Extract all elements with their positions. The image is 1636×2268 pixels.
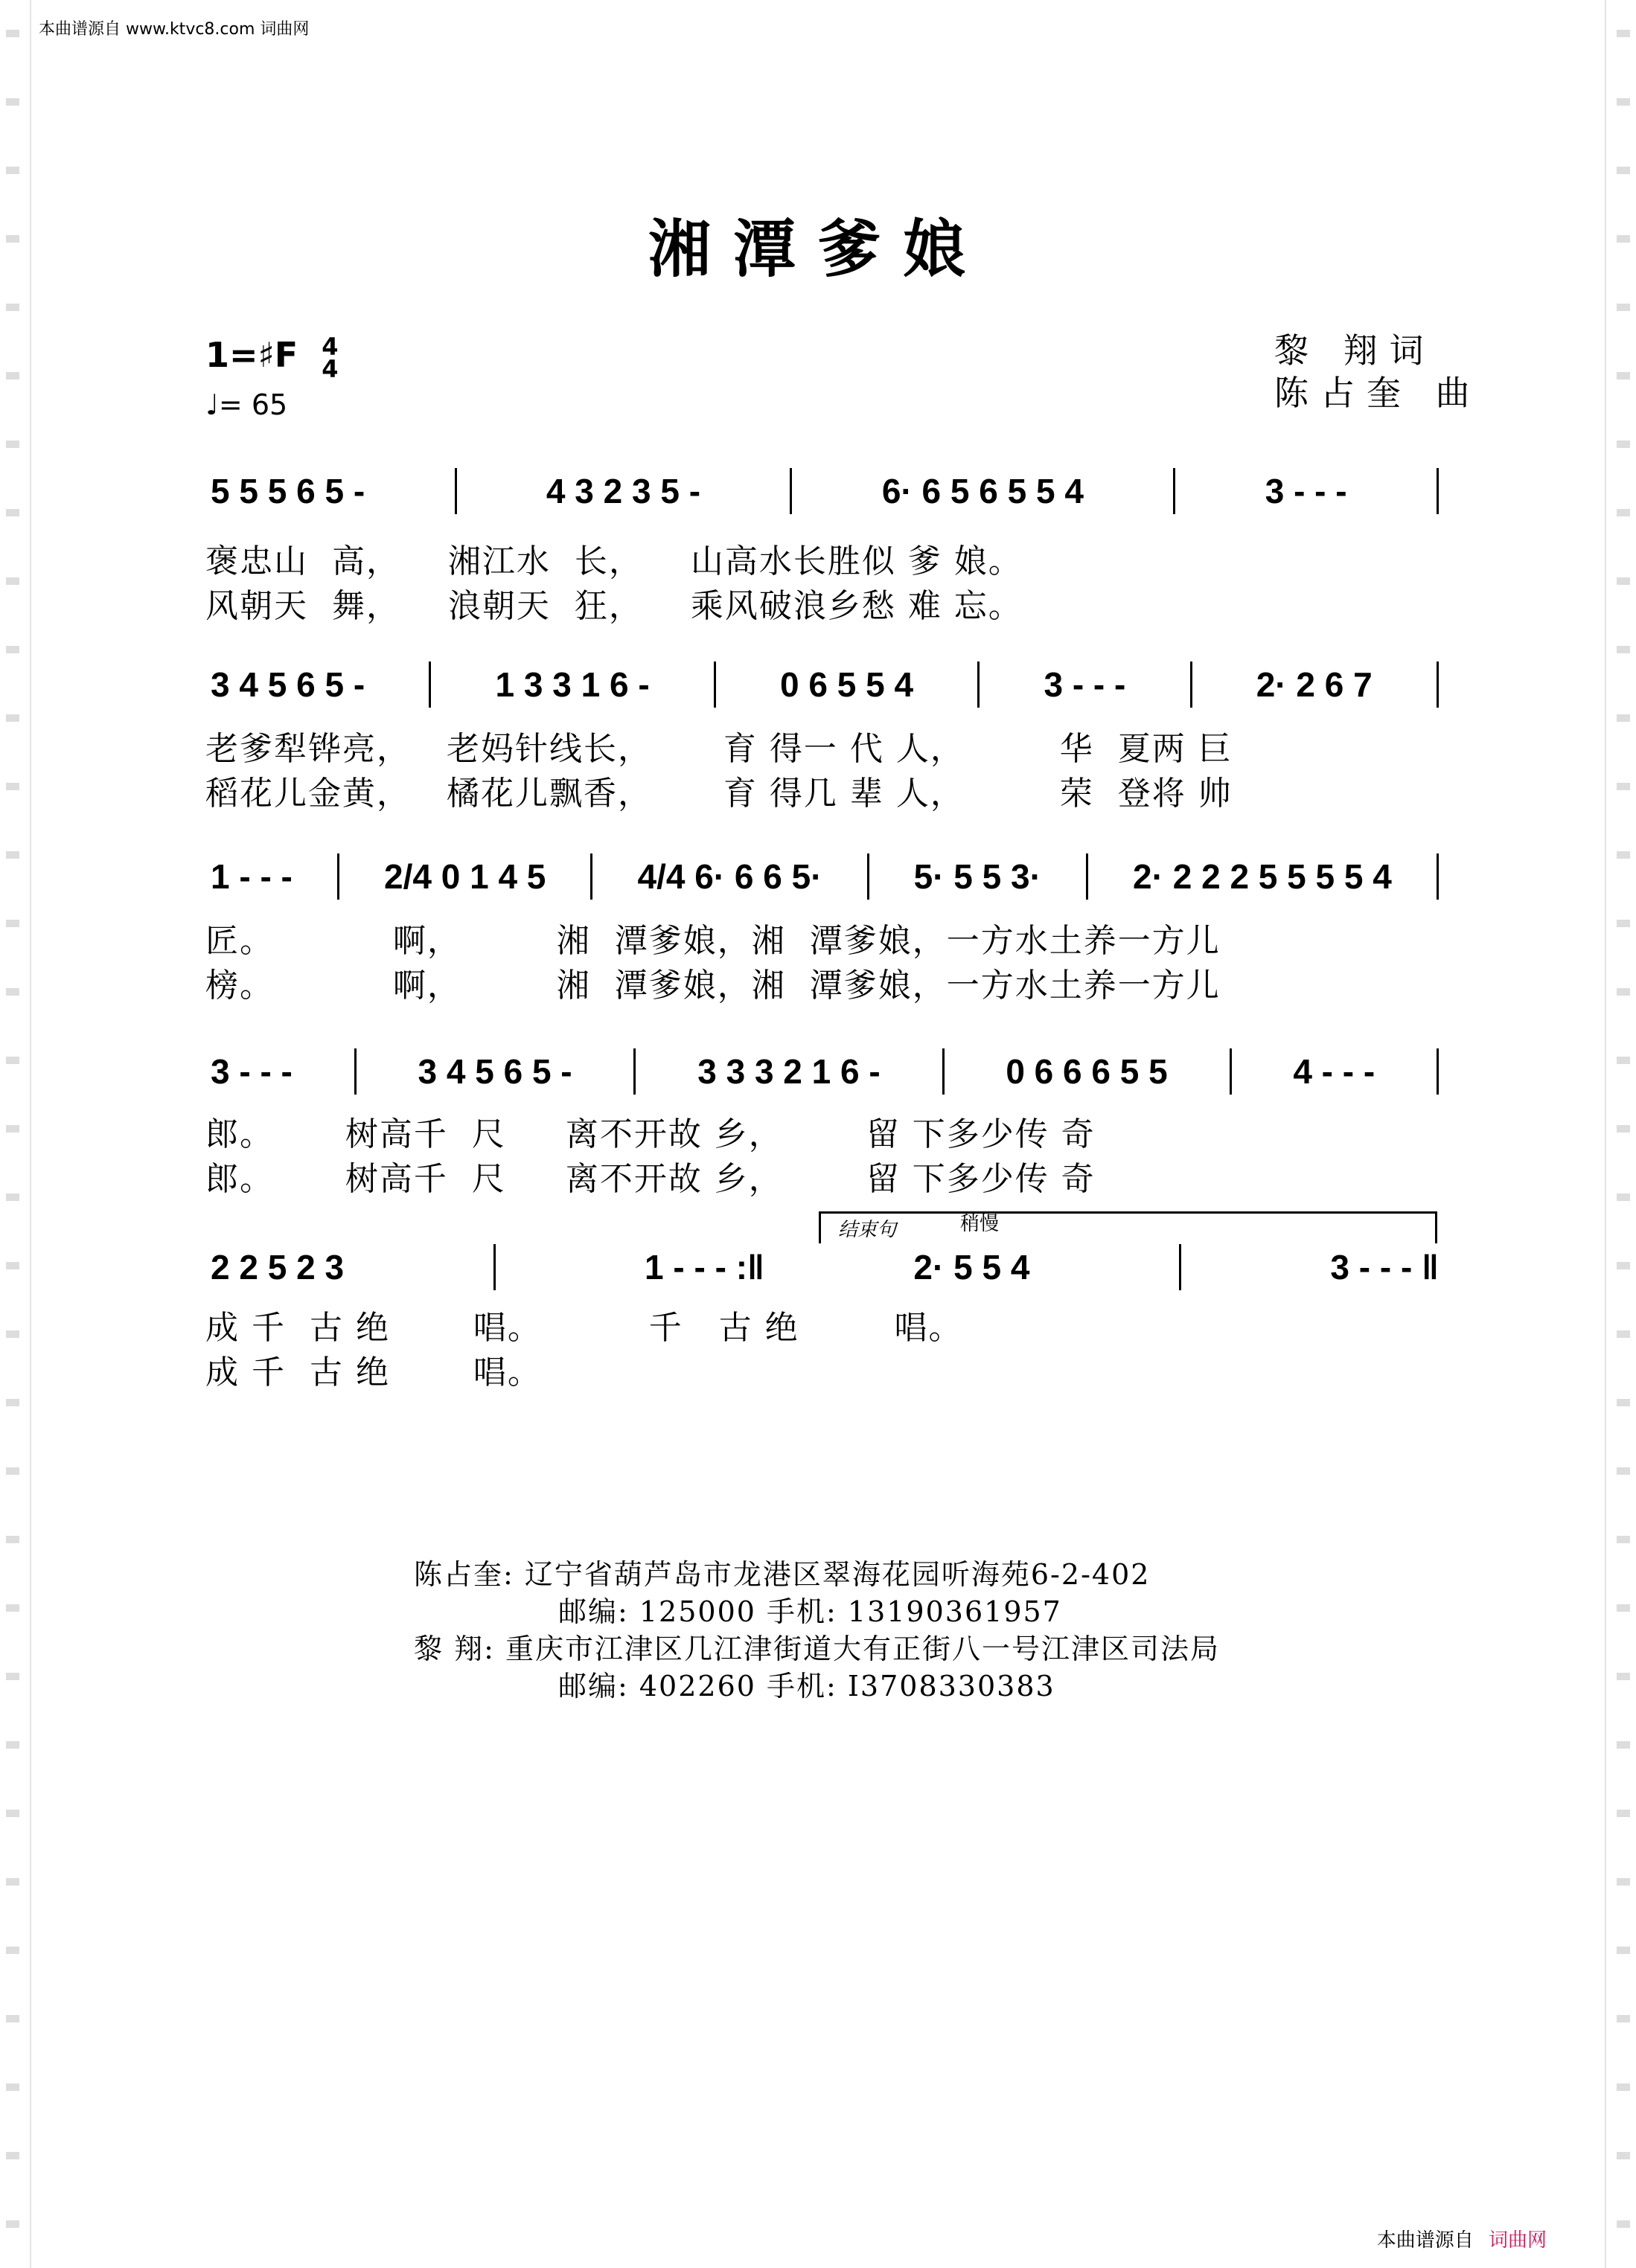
- measure: 2· 2 2 2 5 5 5 5 4: [1133, 857, 1392, 896]
- measure: 3 - - -: [1265, 472, 1347, 510]
- source-note-link[interactable]: 词曲网: [1488, 2229, 1547, 2252]
- measure: 0 6 6 6 5 5: [1006, 1052, 1168, 1091]
- score-row-1: [211, 470, 1439, 512]
- measure: 5· 5 5 3·: [913, 857, 1041, 896]
- measure: 2· 2 6 7: [1256, 665, 1373, 704]
- score-row-4: [211, 1051, 1439, 1092]
- key-label: 1=♯F: [205, 335, 298, 375]
- key-signature: [205, 332, 339, 383]
- lyrics-verse-1: 老爹犁铧亮， 老妈针线长， 育 得一 代 人， 华 夏两 巨: [205, 730, 1233, 768]
- source-note-bottom: [1377, 2225, 1547, 2252]
- ending-bracket: [819, 1211, 1437, 1243]
- time-top: 4: [322, 332, 339, 361]
- lyrics-verse-1: 匠。 啊， 湘 潭爹娘，湘 潭爹娘，一方水土养一方儿: [205, 922, 1221, 960]
- measure: 1 - - - :‖: [645, 1248, 764, 1287]
- measure: 4 3 2 3 5 -: [546, 472, 701, 510]
- measure: 5 5 5 6 5 -: [211, 472, 365, 510]
- ending-label: 结束句: [838, 1219, 897, 1241]
- composer-credit: 陈占奎 曲: [1274, 373, 1482, 413]
- measure: 1 - - -: [211, 857, 293, 896]
- measure: 4/4 6· 6 6 5·: [637, 857, 822, 896]
- page-rule-right: [1605, 0, 1606, 2268]
- measure: 3 - - -: [1044, 665, 1126, 704]
- tempo-instruction: 稍慢: [960, 1213, 1000, 1235]
- measure: 3 - - - ‖: [1330, 1248, 1439, 1287]
- footer-lyricist-address: 黎 翔: 重庆市江津区几江津街道大有正街八一号江津区司法局: [414, 1633, 1220, 1665]
- lyrics-verse-1: 成 千 古 绝 唱。 千 古 绝 唱。: [205, 1309, 963, 1347]
- footer-composer-contact: 邮编: 125000 手机: 13190361957: [558, 1595, 1062, 1628]
- side-watermark-right: [1617, 30, 1630, 2238]
- lyrics-verse-1: 郎。 树高千 尺 离不开故 乡， 留 下多少传 奇: [205, 1115, 1096, 1153]
- measure: 1 3 3 1 6 -: [495, 665, 650, 704]
- measure: 2 2 5 2 3: [211, 1248, 345, 1287]
- measure: 3 4 5 6 5 -: [211, 665, 365, 704]
- lyrics-verse-2: 风朝天 舞， 浪朝天 狂， 乘风破浪乡愁 难 忘。: [205, 587, 1023, 625]
- page-title: 湘潭爹娘: [648, 212, 988, 286]
- score-row-3: [211, 856, 1439, 897]
- measure: 4 - - -: [1293, 1052, 1375, 1091]
- lyrics-verse-2: 郎。 树高千 尺 离不开故 乡， 留 下多少传 奇: [205, 1160, 1096, 1198]
- measure: 2/4 0 1 4 5: [383, 857, 546, 896]
- page-rule-left: [30, 0, 31, 2268]
- measure: 3 3 3 2 1 6 -: [697, 1052, 881, 1091]
- measure: 2· 5 5 4: [913, 1248, 1030, 1287]
- lyrics-verse-2: 稻花儿金黄， 橘花儿飘香， 育 得几 辈 人， 荣 登将 帅: [205, 775, 1233, 813]
- time-bottom: 4: [322, 354, 339, 383]
- side-watermark-left: [6, 30, 19, 2238]
- lyrics-verse-2: 成 千 古 绝 唱。: [205, 1354, 542, 1391]
- tempo-mark: ♩= 65: [205, 388, 288, 421]
- footer-lyricist-contact: 邮编: 402260 手机: I3708330383: [558, 1670, 1055, 1702]
- score-row-2: [211, 664, 1439, 705]
- measure: 3 - - -: [211, 1052, 293, 1091]
- measure: 3 4 5 6 5 -: [418, 1052, 572, 1091]
- time-signature: [322, 332, 339, 383]
- footer-composer-address: 陈占奎: 辽宁省葫芦岛市龙港区翠海花园听海苑6-2-402: [414, 1558, 1151, 1591]
- source-note-top: 本曲谱源自 www.ktvc8.com 词曲网: [39, 20, 310, 39]
- score-row-5: [211, 1246, 1439, 1288]
- lyrics-verse-2: 榜。 啊， 湘 潭爹娘，湘 潭爹娘，一方水土养一方儿: [205, 967, 1221, 1005]
- lyrics-verse-1: 褒忠山 高， 湘江水 长， 山高水长胜似 爹 娘。: [205, 542, 1023, 580]
- measure: 0 6 5 5 4: [780, 665, 914, 704]
- source-note-text: 本曲谱源自: [1376, 2229, 1474, 2252]
- measure: 6· 6 5 6 5 5 4: [881, 472, 1084, 510]
- lyricist-credit: 黎 翔词: [1274, 330, 1436, 371]
